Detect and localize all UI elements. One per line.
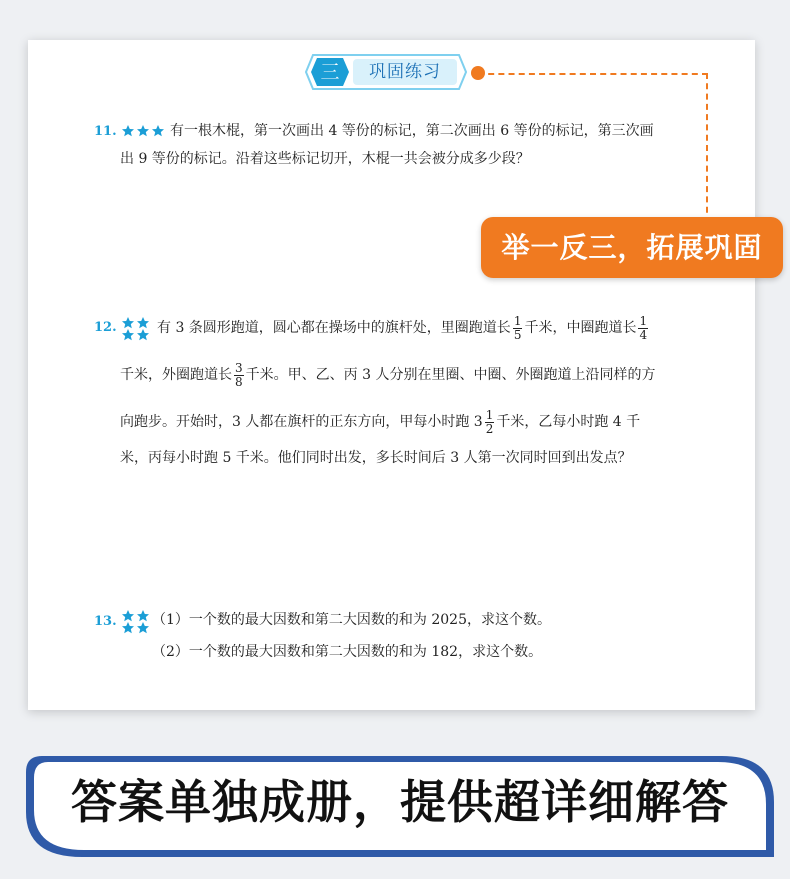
question-13-part-2: （2）一个数的最大因数和第二大因数的和为 182，求这个数。 — [152, 644, 543, 660]
fraction-numerator: 1 — [639, 313, 648, 328]
difficulty-stars — [121, 316, 151, 342]
star-icon — [121, 124, 165, 138]
q12-text: 千米，外圈跑道长 — [120, 367, 232, 383]
star-icon — [121, 316, 151, 342]
difficulty-stars — [121, 609, 151, 635]
section-title: 巩固练习 — [369, 62, 441, 82]
fraction-denominator: 2 — [485, 421, 494, 436]
q12-text: 千米。甲、乙、丙 3 人分别在里圈、中圈、外圈跑道上沿同样的方 — [245, 367, 656, 383]
star-icon — [121, 609, 151, 635]
question-number: 13. — [94, 614, 117, 629]
section-badge — [305, 53, 467, 91]
callout-label: 举一反三，拓展巩固 — [481, 217, 783, 278]
question-12-line-4: 米，丙每小时跑 5 千米。他们同时出发，多长时间后 3 人第一次同时回到出发点？ — [120, 450, 632, 466]
banner-text: 答案单独成册，提供超详细解答 — [71, 775, 729, 829]
q12-text: 有 3 条圆形跑道，圆心都在操场中的旗杆处，里圈跑道长 — [157, 320, 511, 336]
question-11-line-2: 出 9 等份的标记。沿着这些标记切开，木棍一共会被分成多少段？ — [120, 151, 530, 167]
difficulty-stars — [121, 124, 165, 138]
connector-dot — [471, 66, 485, 80]
fraction-numerator: 3 — [235, 360, 243, 375]
q12-text: 千米，乙每小时跑 4 千 — [496, 414, 641, 430]
fraction-denominator: 5 — [513, 327, 522, 342]
q12-text: 向跑步。开始时，3 人都在旗杆的正东方向，甲每小时跑 3 — [120, 414, 483, 430]
fraction-denominator: 8 — [235, 374, 243, 389]
section-number: 三 — [320, 61, 340, 83]
question-number: 12. — [94, 320, 117, 335]
answer-booklet-banner — [22, 752, 778, 865]
fraction-numerator: 1 — [513, 313, 522, 328]
question-11-line-1: 有一根木棍，第一次画出 4 等份的标记，第二次画出 6 等份的标记，第三次画 — [170, 123, 654, 139]
q12-text: 千米，中圈跑道长 — [524, 320, 637, 336]
fraction-numerator: 1 — [485, 407, 494, 422]
fraction-denominator: 4 — [639, 327, 648, 342]
question-number: 11. — [94, 124, 117, 139]
question-13-part-1: （1）一个数的最大因数和第二大因数的和为 2025，求这个数。 — [152, 612, 551, 628]
